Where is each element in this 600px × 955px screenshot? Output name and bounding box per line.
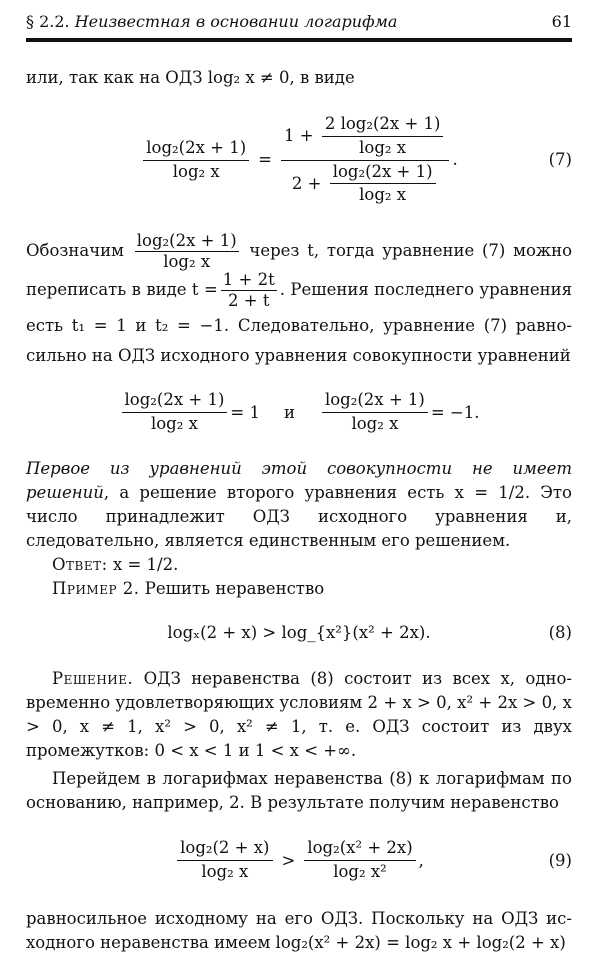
header-title-group bbox=[26, 10, 397, 34]
eq9-comma: , bbox=[418, 850, 424, 870]
text-fragment: через t, тогда уравнение (7) можно bbox=[249, 241, 573, 261]
substitution-num: log₂(2x + 1) bbox=[135, 232, 239, 252]
eq7-rhs-fraction bbox=[281, 115, 449, 206]
solution-paragraph bbox=[26, 667, 572, 763]
equation-7 bbox=[26, 110, 572, 210]
pair-right-fraction bbox=[322, 391, 428, 434]
t-fraction bbox=[221, 271, 277, 310]
pair-right-num: log₂(2x + 1) bbox=[322, 391, 428, 413]
answer-value: x = 1/2. bbox=[112, 554, 179, 574]
equation-pair bbox=[26, 383, 572, 443]
solution-text: ОДЗ неравенства (8) состоит из всех x, одновременно удовлетворяющих условиям 2 + x > 0, x² + 2x > 0, x > 0, x ≠ 1, x² > 0, x² ≠ 1, т. е. ОДЗ состоит из двух промежутков: 0 < x < 1 и 1 < x < +∞. bbox=[26, 668, 572, 760]
example-label: Пример 2. bbox=[52, 578, 140, 598]
paragraph-equivalence: равносильное исходному на его ОДЗ. Поскольку на ОДЗ исходного неравенства имеем log₂(x² + 2x) = log₂ x + log₂(2 + x) bbox=[26, 908, 572, 952]
italic-statement: Первое из уравнений этой совокупности не имеет решений bbox=[26, 458, 572, 502]
text-fragment: , а решение второго уравнения есть x = 1/2. Это число принадлежит ОДЗ исходного уравнения и, следовательно, является единственным его решением. bbox=[26, 482, 572, 550]
paragraph-odz-intro: или, так как на ОДЗ log₂ x ≠ 0, в виде bbox=[26, 68, 355, 87]
pair-left-fraction bbox=[122, 391, 228, 434]
eq7-inner-bottom-num: log₂(2x + 1) bbox=[330, 163, 436, 185]
equation-8 bbox=[26, 613, 572, 653]
eq7-rhs-num-lead: 1 + bbox=[284, 125, 314, 145]
equation-number-8: (8) bbox=[548, 622, 572, 642]
eq7-rhs-den-lead: 2 + bbox=[291, 173, 322, 193]
equation-9 bbox=[26, 829, 572, 893]
eq9-left-fraction bbox=[177, 839, 272, 882]
eq7-inner-top-num: 2 log₂(2x + 1) bbox=[322, 115, 444, 137]
answer-label: Ответ: bbox=[52, 554, 108, 574]
equals-sign: = bbox=[258, 150, 272, 169]
paragraph-conclusion bbox=[26, 457, 572, 553]
greater-than-sign: > bbox=[281, 850, 296, 870]
header-rule bbox=[26, 38, 572, 42]
solution-label: Решение. bbox=[52, 668, 134, 688]
equation-number-7: (7) bbox=[548, 150, 572, 169]
substitution-fraction bbox=[135, 232, 239, 271]
eq9-right-den: log₂ x² bbox=[333, 862, 387, 882]
eq7-inner-bottom-den: log₂ x bbox=[359, 185, 407, 205]
eq7-lhs-den: log₂ x bbox=[172, 161, 220, 181]
eq7-lhs-fraction bbox=[143, 139, 249, 182]
eq9-left-num: log₂(2 + x) bbox=[177, 839, 272, 861]
eq8-formula: logₓ(2 + x) > log_{x²}(x² + 2x). bbox=[167, 622, 431, 642]
conjunction: и bbox=[283, 402, 295, 422]
t-num: 1 + 2t bbox=[221, 271, 277, 291]
paragraph-base-change: Перейдем в логарифмах неравенства (8) к логарифмам по основанию, например, 2. В результате получим неравенство bbox=[26, 768, 572, 812]
eq7-rhs-den bbox=[289, 161, 442, 206]
pair-left-num: log₂(2x + 1) bbox=[122, 391, 228, 413]
eq9-right-fraction bbox=[304, 839, 415, 882]
t-den: 2 + t bbox=[228, 291, 270, 311]
running-header bbox=[26, 10, 572, 36]
substitution-den: log₂ x bbox=[163, 252, 211, 272]
pair-right-den: log₂ x bbox=[351, 414, 399, 434]
answer-line bbox=[26, 553, 572, 577]
text-fragment: Обозначим bbox=[26, 241, 124, 261]
equation-number-9: (9) bbox=[548, 850, 572, 870]
eq9-left-den: log₂ x bbox=[201, 862, 249, 882]
section-number: § 2.2. bbox=[26, 12, 70, 31]
example-line bbox=[26, 577, 572, 601]
pair-right-rhs: = −1. bbox=[430, 402, 480, 422]
eq7-lhs-num: log₂(2x + 1) bbox=[143, 139, 249, 161]
eq7-rhs-num bbox=[281, 115, 449, 161]
eq7-inner-top-fraction bbox=[322, 115, 444, 158]
pair-left-rhs: = 1 bbox=[230, 402, 260, 422]
paragraph-substitution bbox=[26, 232, 572, 371]
page-number: 61 bbox=[551, 12, 572, 31]
eq7-inner-top-den: log₂ x bbox=[359, 137, 407, 157]
eq7-inner-bottom-fraction bbox=[330, 163, 436, 206]
example-text: Решить неравенство bbox=[144, 578, 325, 598]
text-fragment: переписать в виде t = bbox=[26, 280, 218, 300]
eq9-right-num: log₂(x² + 2x) bbox=[304, 839, 415, 861]
pair-left-den: log₂ x bbox=[150, 414, 198, 434]
eq7-period: . bbox=[452, 150, 458, 169]
chapter-title: Неизвестная в основании логарифма bbox=[74, 12, 398, 31]
text-fragment: . Решения последнего уравнения bbox=[279, 280, 572, 300]
text-fragment: есть t₁ = 1 и t₂ = −1. Следовательно, уравнение (7) равносильно на ОДЗ исходного уравнения совокупности уравнений bbox=[26, 315, 572, 365]
